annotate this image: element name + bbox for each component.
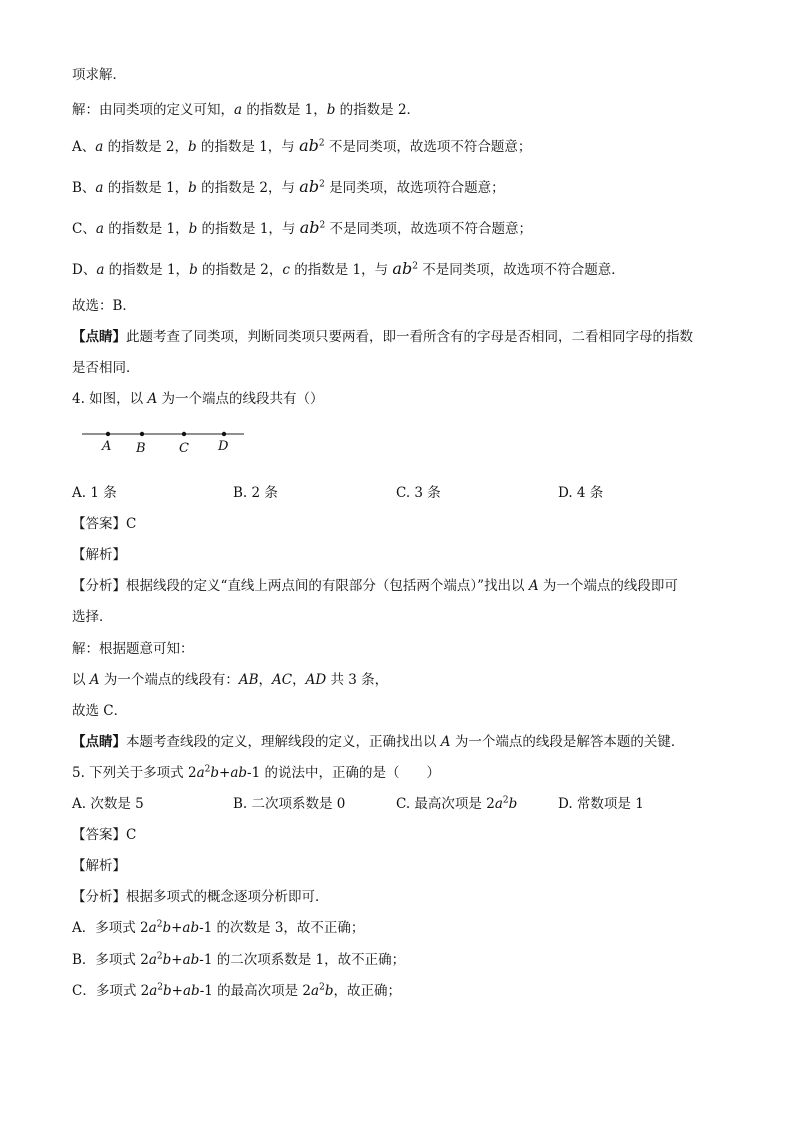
q4-option-d: D. 4 条 <box>558 485 604 501</box>
point-label-a: A <box>102 439 112 454</box>
choice-line: 故选：B． <box>72 298 136 314</box>
analysis-heading-5: 【解析】 <box>72 858 126 874</box>
point-d <box>222 432 226 436</box>
option-analysis-c: C、a 的指数是 1，b 的指数是 1，与 $ab^2$ 不是同类项，故选项不符合题意； <box>72 218 533 237</box>
q5-option-c: C. 最高次项是 $2a^2b$ <box>396 795 518 812</box>
solution-4-line-2: 以 A 为一个端点的线段有：AB，AC，AD 共 3 条， <box>72 672 389 688</box>
q4-option-b: B. 2 条 <box>233 485 278 501</box>
analysis-4-line-1: 【分析】根据线段的定义“直线上两点间的有限部分（包括两个端点）”找出以 A 为一个端点的线段即可 <box>72 578 678 594</box>
q5-option-a: A. 次数是 5 <box>72 796 144 812</box>
point-label-b: B <box>136 441 146 456</box>
comment-4: 【点睛】本题考查线段的定义，理解线段的定义，正确找出以 A 为一个端点的线段是解答本题的关键． <box>72 734 685 750</box>
analysis-4-line-2: 选择． <box>72 609 113 625</box>
point-label-c: C <box>179 441 189 456</box>
review-5-b: B．多项式 $2a^2b+ab-1$ 的二次项系数是 1，故不正确； <box>72 951 406 968</box>
q4-option-c: C. 3 条 <box>396 485 441 501</box>
point-b <box>140 432 144 436</box>
point-a <box>106 432 110 436</box>
q5-option-b: B. 二次项系数是 0 <box>233 796 346 812</box>
question-5: 5. 下列关于多项式 $2a^2b+ab-1$ 的说法中，正确的是（ ） <box>72 764 440 781</box>
analysis-heading-4: 【解析】 <box>72 547 126 563</box>
analysis-5: 【分析】根据多项式的概念逐项分析即可． <box>72 889 329 905</box>
choice-line-4: 故选 C． <box>72 703 128 719</box>
q4-option-a: A. 1 条 <box>72 485 117 501</box>
solution-intro: 解：由同类项的定义可知，a 的指数是 1，b 的指数是 2． <box>72 102 421 118</box>
point-c <box>182 432 186 436</box>
answer-4: 【答案】C <box>72 516 137 532</box>
q5-option-d: D. 常数项是 1 <box>558 796 644 812</box>
solution-4-line-1: 解：根据题意可知： <box>72 641 194 657</box>
point-label-d: D <box>218 439 229 454</box>
question-4: 4. 如图，以 A 为一个端点的线段共有（） <box>72 391 324 407</box>
option-analysis-a: A、a 的指数是 2，b 的指数是 1，与 $ab^2$ 不是同类项，故选项不符合题意； <box>72 136 532 155</box>
comment-line-2: 是否相同． <box>72 360 140 376</box>
comment-line-1: 【点睛】此题考查了同类项，判断同类项只要两看，即一看所含有的字母是否相同，二看相同字母的指数 <box>72 329 693 345</box>
review-5-a: A．多项式 $2a^2b+ab-1$ 的次数是 3，故不正确； <box>72 919 365 936</box>
option-analysis-b: B、a 的指数是 1，b 的指数是 2，与 $ab^2$ 是同类项，故选项符合题意； <box>72 177 505 196</box>
option-analysis-d: D、a 的指数是 1，b 的指数是 2，c 的指数是 1，与 $ab^2$ 不是同类项，故选项不符合题意． <box>72 259 625 278</box>
line-segment-figure <box>78 424 250 456</box>
text-line: 项求解． <box>72 67 126 83</box>
answer-5: 【答案】C <box>72 827 137 843</box>
review-5-c: C．多项式 $2a^2b+ab-1$ 的最高次项是 $2a^2b$，故正确； <box>72 982 401 999</box>
